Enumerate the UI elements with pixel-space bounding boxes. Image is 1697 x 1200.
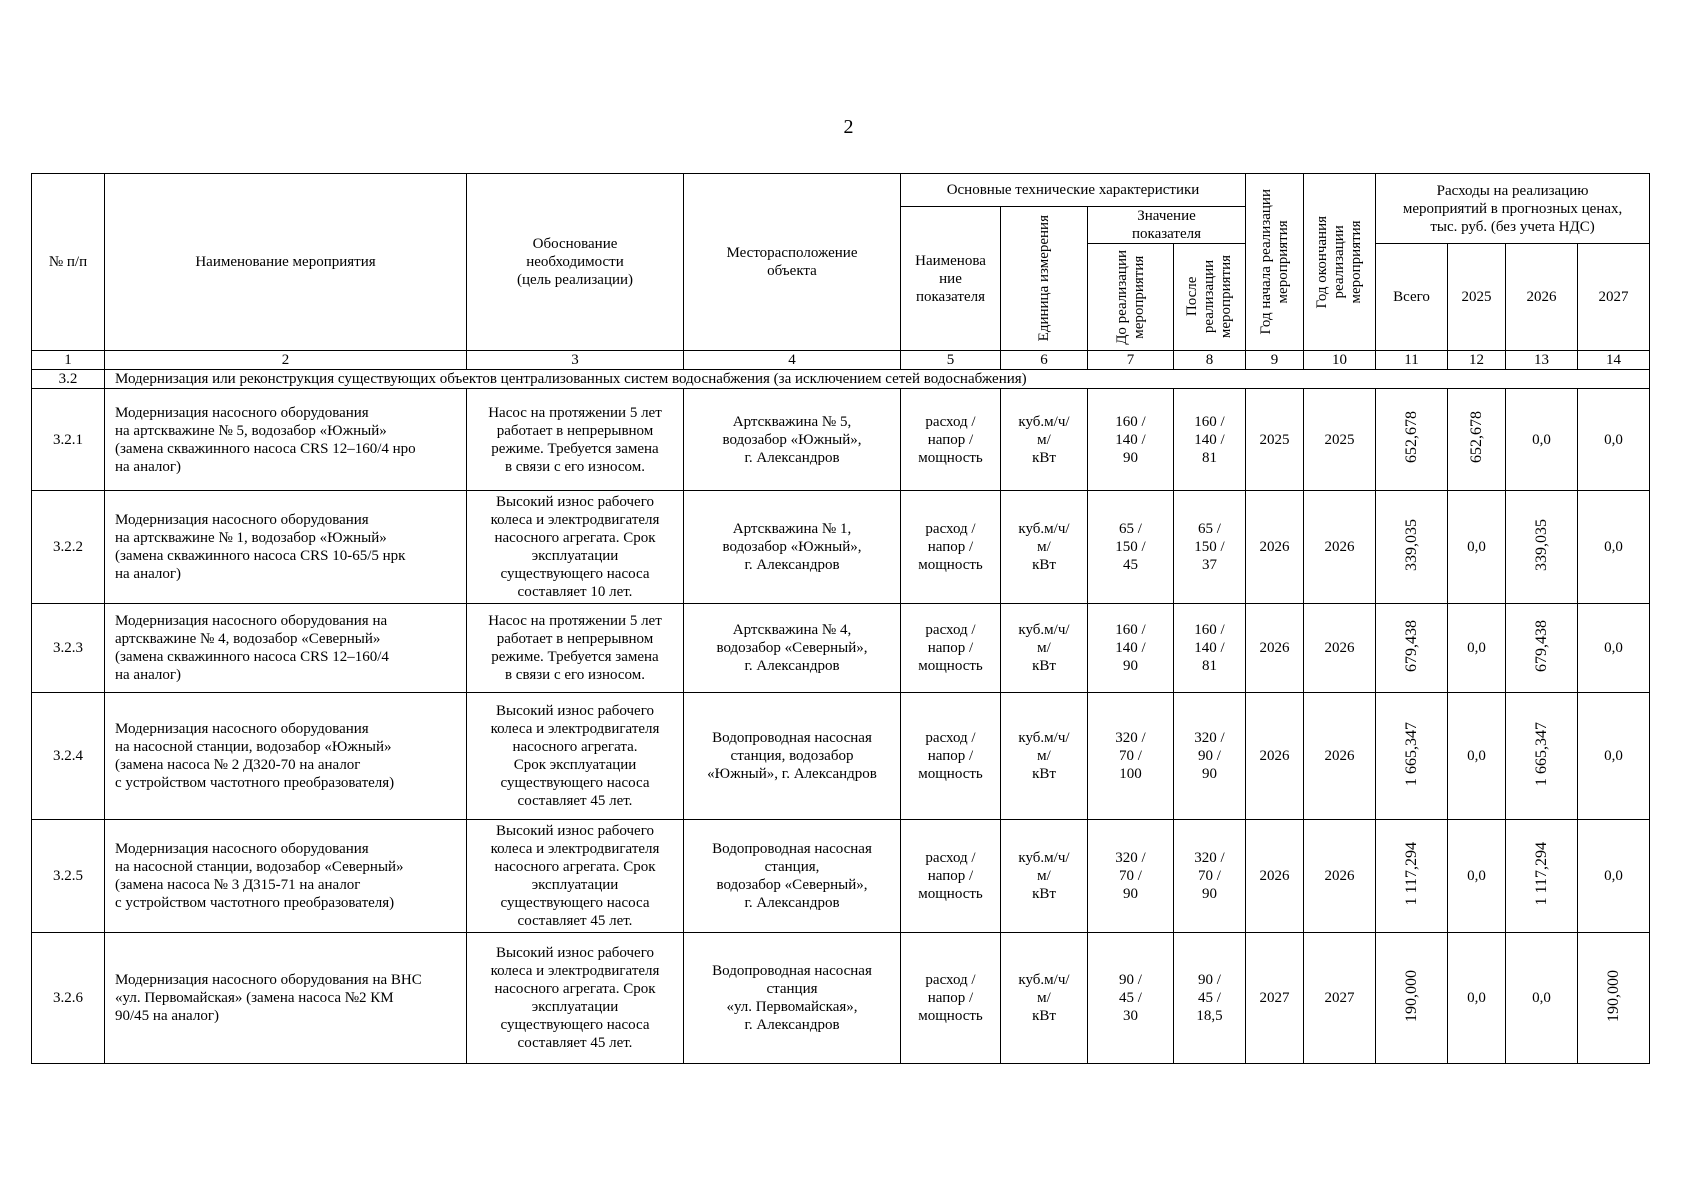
unit: куб.м/ч/ м/ кВт <box>1001 820 1088 933</box>
indicator-name: расход / напор / мощность <box>901 604 1001 693</box>
location: Водопроводная насосная станция, водозабор «Южный», г. Александров <box>684 693 901 820</box>
measure-name: Модернизация насосного оборудования на насосной станции, водозабор «Северный» (замена насоса № 3 Д315-71 на аналог с устройством частотного преобразователя) <box>105 820 467 933</box>
row-number: 3.2.5 <box>32 820 105 933</box>
cost-2026: 1 117,294 <box>1506 820 1578 933</box>
cost-total: 1 665,347 <box>1376 693 1448 820</box>
unit: куб.м/ч/ м/ кВт <box>1001 491 1088 604</box>
cost-2026: 0,0 <box>1506 933 1578 1064</box>
header-group-costs: Расходы на реализацию мероприятий в прогнозных ценах, тыс. руб. (без учета НДС) <box>1376 174 1650 244</box>
start-year: 2026 <box>1246 604 1304 693</box>
cost-2027: 0,0 <box>1578 604 1650 693</box>
value-before: 160 / 140 / 90 <box>1088 604 1174 693</box>
end-year: 2026 <box>1304 820 1376 933</box>
column-number: 11 <box>1376 351 1448 370</box>
table-row <box>32 491 1650 604</box>
value-after: 160 / 140 / 81 <box>1174 389 1246 491</box>
header-col-2026: 2026 <box>1506 244 1578 351</box>
column-number-row <box>32 351 1650 370</box>
header-col-before: До реализации мероприятия <box>1088 244 1174 351</box>
cost-total: 1 117,294 <box>1376 820 1448 933</box>
cost-2025: 0,0 <box>1448 693 1506 820</box>
table-row <box>32 693 1650 820</box>
justification: Высокий износ рабочего колеса и электродвигателя насосного агрегата. Срок эксплуатации существующего насоса составляет 45 лет. <box>467 820 684 933</box>
table-row <box>32 604 1650 693</box>
row-number: 3.2.6 <box>32 933 105 1064</box>
cost-2027: 0,0 <box>1578 491 1650 604</box>
column-number: 5 <box>901 351 1001 370</box>
header-group-value: Значение показателя <box>1088 207 1246 244</box>
cost-2027: 0,0 <box>1578 389 1650 491</box>
header-col-2025: 2025 <box>1448 244 1506 351</box>
table-row <box>32 933 1650 1064</box>
header-col-location: Месторасположение объекта <box>684 174 901 351</box>
cost-total: 652,678 <box>1376 389 1448 491</box>
header-col-after: После реализации мероприятия <box>1174 244 1246 351</box>
header-col-total: Всего <box>1376 244 1448 351</box>
row-number: 3.2.4 <box>32 693 105 820</box>
header-col-end-year: Год окончания реализации мероприятия <box>1304 174 1376 351</box>
justification: Насос на протяжении 5 лет работает в непрерывном режиме. Требуется замена в связи с его износом. <box>467 389 684 491</box>
value-after: 65 / 150 / 37 <box>1174 491 1246 604</box>
cost-total: 339,035 <box>1376 491 1448 604</box>
justification: Высокий износ рабочего колеса и электродвигателя насосного агрегата. Срок эксплуатации существующего насоса составляет 45 лет. <box>467 693 684 820</box>
value-after: 320 / 70 / 90 <box>1174 820 1246 933</box>
value-after: 320 / 90 / 90 <box>1174 693 1246 820</box>
location: Водопроводная насосная станция, водозабор «Северный», г. Александров <box>684 820 901 933</box>
header-group-tech: Основные технические характеристики <box>901 174 1246 207</box>
end-year: 2026 <box>1304 693 1376 820</box>
column-number: 7 <box>1088 351 1174 370</box>
measure-name: Модернизация насосного оборудования на насосной станции, водозабор «Южный» (замена насоса № 2 Д320-70 на аналог с устройством частотного преобразователя) <box>105 693 467 820</box>
justification: Высокий износ рабочего колеса и электродвигателя насосного агрегата. Срок эксплуатации существующего насоса составляет 10 лет. <box>467 491 684 604</box>
end-year: 2025 <box>1304 389 1376 491</box>
cost-2026: 1 665,347 <box>1506 693 1578 820</box>
measure-name: Модернизация насосного оборудования на артскважине № 1, водозабор «Южный» (замена скважинного насоса CRS 10-65/5 нрк на аналог) <box>105 491 467 604</box>
unit: куб.м/ч/ м/ кВт <box>1001 604 1088 693</box>
justification: Насос на протяжении 5 лет работает в непрерывном режиме. Требуется замена в связи с его износом. <box>467 604 684 693</box>
end-year: 2027 <box>1304 933 1376 1064</box>
value-after: 90 / 45 / 18,5 <box>1174 933 1246 1064</box>
measure-name: Модернизация насосного оборудования на артскважине № 4, водозабор «Северный» (замена скважинного насоса CRS 12–160/4 на аналог) <box>105 604 467 693</box>
unit: куб.м/ч/ м/ кВт <box>1001 693 1088 820</box>
unit: куб.м/ч/ м/ кВт <box>1001 389 1088 491</box>
row-number: 3.2.3 <box>32 604 105 693</box>
start-year: 2026 <box>1246 491 1304 604</box>
column-number: 10 <box>1304 351 1376 370</box>
header-col-num: № п/п <box>32 174 105 351</box>
section-row <box>32 370 1650 389</box>
start-year: 2027 <box>1246 933 1304 1064</box>
cost-2025: 0,0 <box>1448 604 1506 693</box>
cost-2025: 0,0 <box>1448 491 1506 604</box>
cost-2025: 0,0 <box>1448 820 1506 933</box>
column-number: 6 <box>1001 351 1088 370</box>
value-before: 320 / 70 / 100 <box>1088 693 1174 820</box>
start-year: 2025 <box>1246 389 1304 491</box>
cost-total: 679,438 <box>1376 604 1448 693</box>
column-number: 1 <box>32 351 105 370</box>
cost-2026: 0,0 <box>1506 389 1578 491</box>
table-row <box>32 389 1650 491</box>
location: Артскважина № 1, водозабор «Южный», г. Александров <box>684 491 901 604</box>
indicator-name: расход / напор / мощность <box>901 389 1001 491</box>
cost-2026: 339,035 <box>1506 491 1578 604</box>
measures-table <box>31 173 1650 1064</box>
column-number: 13 <box>1506 351 1578 370</box>
location: Водопроводная насосная станция «ул. Первомайская», г. Александров <box>684 933 901 1064</box>
value-after: 160 / 140 / 81 <box>1174 604 1246 693</box>
header-col-2027: 2027 <box>1578 244 1650 351</box>
header-col-unit: Единица измерения <box>1001 207 1088 351</box>
indicator-name: расход / напор / мощность <box>901 491 1001 604</box>
header-col-start-year: Год начала реализации мероприятия <box>1246 174 1304 351</box>
cost-2027: 0,0 <box>1578 693 1650 820</box>
section-title: Модернизация или реконструкция существующих объектов централизованных систем водоснабжения (за исключением сетей водоснабжения) <box>105 370 1650 389</box>
cost-2027: 0,0 <box>1578 820 1650 933</box>
end-year: 2026 <box>1304 491 1376 604</box>
location: Артскважина № 4, водозабор «Северный», г. Александров <box>684 604 901 693</box>
value-before: 90 / 45 / 30 <box>1088 933 1174 1064</box>
indicator-name: расход / напор / мощность <box>901 693 1001 820</box>
justification: Высокий износ рабочего колеса и электродвигателя насосного агрегата. Срок эксплуатации существующего насоса составляет 45 лет. <box>467 933 684 1064</box>
value-before: 320 / 70 / 90 <box>1088 820 1174 933</box>
column-number: 8 <box>1174 351 1246 370</box>
section-number: 3.2 <box>32 370 105 389</box>
row-number: 3.2.2 <box>32 491 105 604</box>
column-number: 2 <box>105 351 467 370</box>
header-col-name: Наименование мероприятия <box>105 174 467 351</box>
column-number: 3 <box>467 351 684 370</box>
cost-total: 190,000 <box>1376 933 1448 1064</box>
table-row <box>32 820 1650 933</box>
column-number: 4 <box>684 351 901 370</box>
page-number: 2 <box>843 116 854 138</box>
location: Артскважина № 5, водозабор «Южный», г. Александров <box>684 389 901 491</box>
column-number: 14 <box>1578 351 1650 370</box>
start-year: 2026 <box>1246 820 1304 933</box>
cost-2026: 679,438 <box>1506 604 1578 693</box>
value-before: 160 / 140 / 90 <box>1088 389 1174 491</box>
header-col-indicator-name: Наименова ние показателя <box>901 207 1001 351</box>
column-number: 12 <box>1448 351 1506 370</box>
measure-name: Модернизация насосного оборудования на артскважине № 5, водозабор «Южный» (замена скважинного насоса CRS 12–160/4 нро на аналог) <box>105 389 467 491</box>
indicator-name: расход / напор / мощность <box>901 933 1001 1064</box>
start-year: 2026 <box>1246 693 1304 820</box>
indicator-name: расход / напор / мощность <box>901 820 1001 933</box>
unit: куб.м/ч/ м/ кВт <box>1001 933 1088 1064</box>
column-number: 9 <box>1246 351 1304 370</box>
measure-name: Модернизация насосного оборудования на ВНС «ул. Первомайская» (замена насоса №2 КМ 90/45 на аналог) <box>105 933 467 1064</box>
end-year: 2026 <box>1304 604 1376 693</box>
row-number: 3.2.1 <box>32 389 105 491</box>
cost-2025: 652,678 <box>1448 389 1506 491</box>
value-before: 65 / 150 / 45 <box>1088 491 1174 604</box>
cost-2025: 0,0 <box>1448 933 1506 1064</box>
header-col-justification: Обоснование необходимости (цель реализации) <box>467 174 684 351</box>
cost-2027: 190,000 <box>1578 933 1650 1064</box>
